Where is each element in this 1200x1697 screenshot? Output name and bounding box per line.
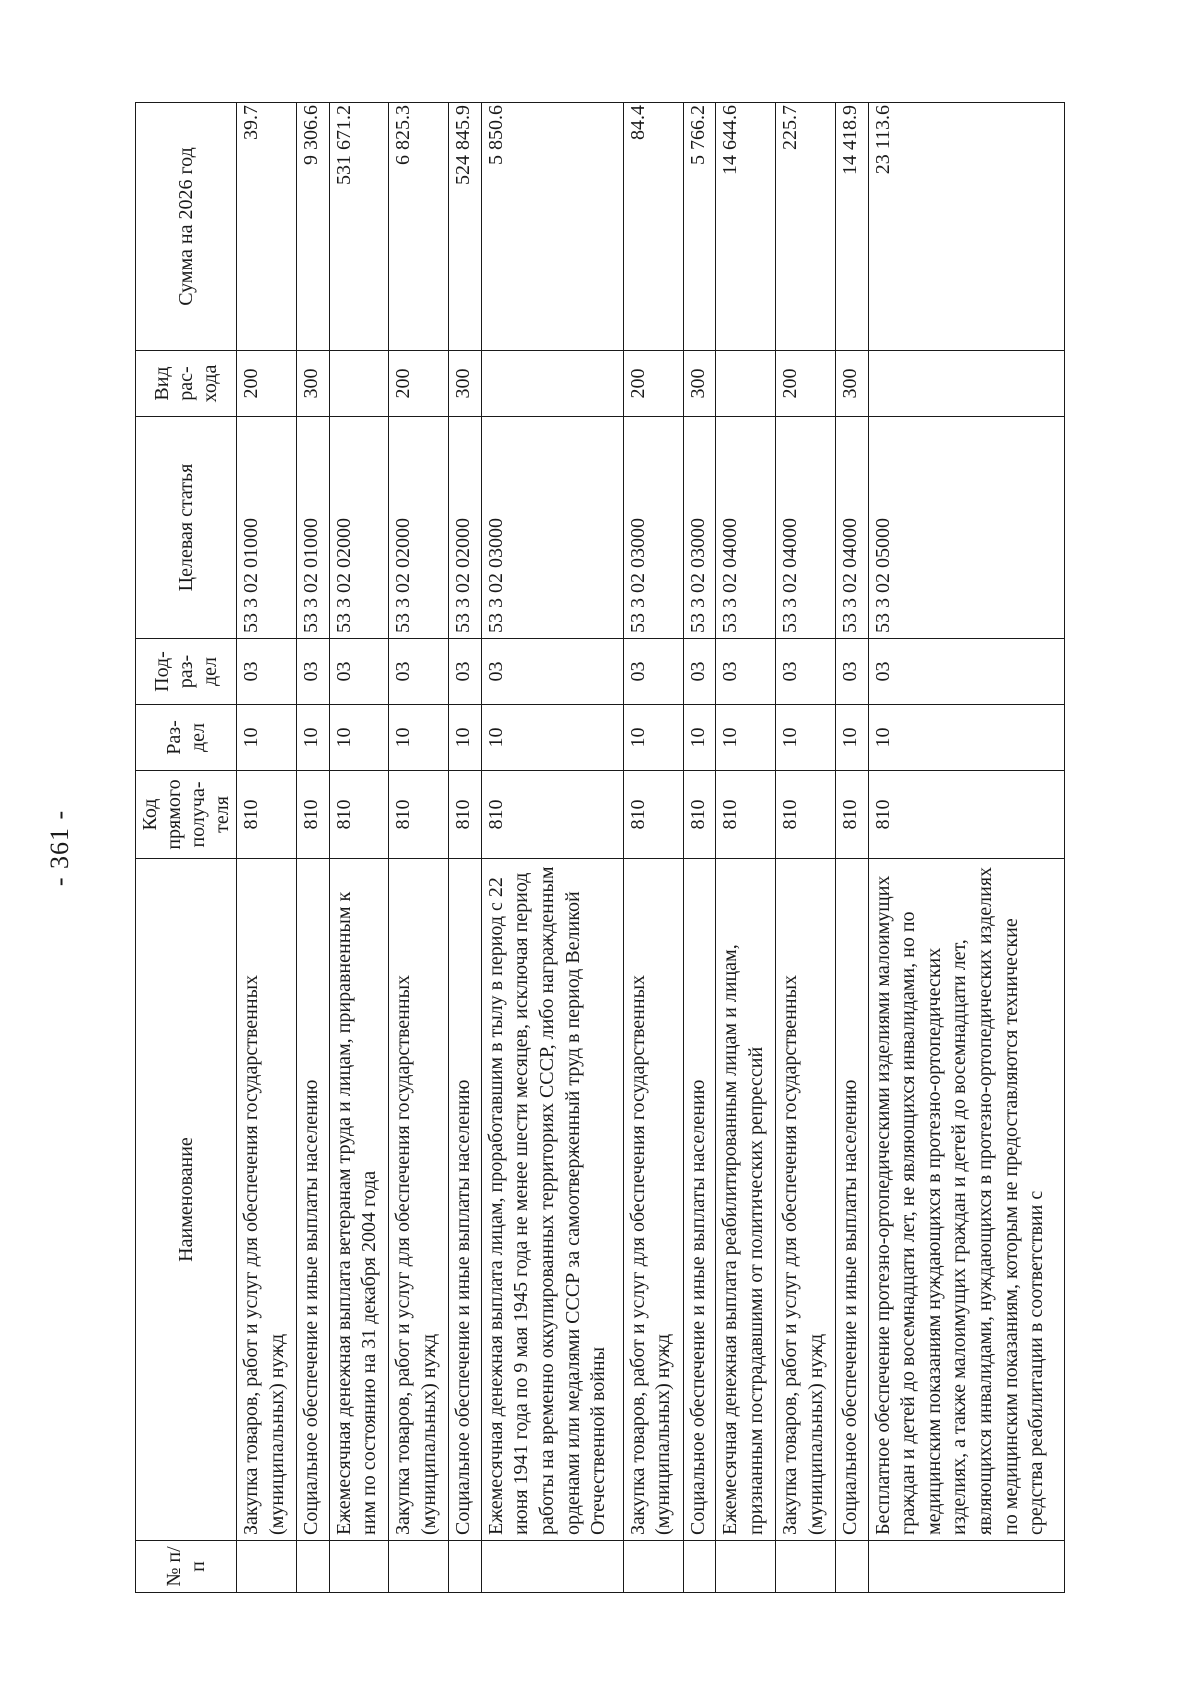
row-section-cell: 10	[296, 705, 329, 771]
row-num-cell	[449, 1541, 482, 1593]
row-recipient-code-cell: 810	[776, 771, 836, 859]
row-section-cell: 10	[683, 705, 716, 771]
header-subsection: Под-раз-дел	[136, 639, 237, 705]
row-num-cell	[623, 1541, 683, 1593]
row-subsection-cell: 03	[716, 639, 776, 705]
row-target-article-cell: 53 3 02 02000	[389, 417, 449, 639]
row-expense-type-cell: 200	[237, 351, 297, 417]
row-expense-type-cell: 200	[389, 351, 449, 417]
header-target-article: Целевая статья	[136, 417, 237, 639]
row-name-cell: Ежемесячная денежная выплата реабилитированным лицам и лицам, признанным пострадавшими от политических репрессий	[716, 859, 776, 1541]
header-recipient-code: Код прямого получа-теля	[136, 771, 237, 859]
row-section-cell: 10	[623, 705, 683, 771]
row-name-cell: Закупка товаров, работ и услуг для обеспечения государственных (муниципальных) нужд	[776, 859, 836, 1541]
table-row	[237, 103, 297, 1593]
row-section-cell: 10	[835, 705, 868, 771]
row-expense-type-cell: 200	[776, 351, 836, 417]
row-name-cell: Закупка товаров, работ и услуг для обеспечения государственных (муниципальных) нужд	[237, 859, 297, 1541]
table-row	[449, 103, 482, 1593]
row-section-cell: 10	[481, 705, 623, 771]
row-target-article-cell: 53 3 02 03000	[481, 417, 623, 639]
row-subsection-cell: 03	[835, 639, 868, 705]
row-name-cell: Социальное обеспечение и иные выплаты населению	[296, 859, 329, 1541]
row-subsection-cell: 03	[449, 639, 482, 705]
row-num-cell	[683, 1541, 716, 1593]
table-row	[716, 103, 776, 1593]
row-expense-type-cell	[868, 351, 1064, 417]
row-target-article-cell: 53 3 02 02000	[329, 417, 389, 639]
header-name: Наименование	[136, 859, 237, 1541]
row-target-article-cell: 53 3 02 02000	[449, 417, 482, 639]
budget-table-wrapper	[135, 103, 1065, 1593]
row-name-cell: Закупка товаров, работ и услуг для обеспечения государственных (муниципальных) нужд	[389, 859, 449, 1541]
row-amount-cell: 6 825.3	[389, 103, 449, 351]
row-recipient-code-cell: 810	[835, 771, 868, 859]
page-number: - 361 -	[45, 809, 74, 887]
row-amount-cell: 9 306.6	[296, 103, 329, 351]
row-subsection-cell: 03	[296, 639, 329, 705]
row-section-cell: 10	[868, 705, 1064, 771]
table-row	[835, 103, 868, 1593]
row-num-cell	[776, 1541, 836, 1593]
row-target-article-cell: 53 3 02 01000	[237, 417, 297, 639]
row-num-cell	[868, 1541, 1064, 1593]
header-amount-2026: Сумма на 2026 год	[136, 103, 237, 351]
row-amount-cell: 225.7	[776, 103, 836, 351]
row-subsection-cell: 03	[683, 639, 716, 705]
row-recipient-code-cell: 810	[868, 771, 1064, 859]
row-section-cell: 10	[237, 705, 297, 771]
row-name-cell: Социальное обеспечение и иные выплаты населению	[835, 859, 868, 1541]
row-recipient-code-cell: 810	[716, 771, 776, 859]
row-expense-type-cell	[716, 351, 776, 417]
row-amount-cell: 524 845.9	[449, 103, 482, 351]
row-num-cell	[237, 1541, 297, 1593]
table-header-row	[136, 103, 237, 1593]
row-recipient-code-cell: 810	[237, 771, 297, 859]
row-amount-cell: 14 644.6	[716, 103, 776, 351]
row-num-cell	[296, 1541, 329, 1593]
table-row	[776, 103, 836, 1593]
row-recipient-code-cell: 810	[296, 771, 329, 859]
row-amount-cell: 531 671.2	[329, 103, 389, 351]
row-subsection-cell: 03	[389, 639, 449, 705]
row-target-article-cell: 53 3 02 05000	[868, 417, 1064, 639]
row-target-article-cell: 53 3 02 04000	[716, 417, 776, 639]
row-amount-cell: 84.4	[623, 103, 683, 351]
table-body	[237, 103, 1065, 1593]
row-subsection-cell: 03	[237, 639, 297, 705]
row-expense-type-cell: 200	[623, 351, 683, 417]
row-expense-type-cell: 300	[449, 351, 482, 417]
budget-table	[135, 102, 1065, 1593]
row-amount-cell: 5 766.2	[683, 103, 716, 351]
row-num-cell	[716, 1541, 776, 1593]
row-section-cell: 10	[329, 705, 389, 771]
row-expense-type-cell	[329, 351, 389, 417]
row-target-article-cell: 53 3 02 03000	[623, 417, 683, 639]
row-amount-cell: 14 418.9	[835, 103, 868, 351]
row-expense-type-cell: 300	[835, 351, 868, 417]
row-name-cell: Закупка товаров, работ и услуг для обеспечения государственных (муниципальных) нужд	[623, 859, 683, 1541]
row-subsection-cell: 03	[329, 639, 389, 705]
row-num-cell	[329, 1541, 389, 1593]
row-name-cell: Ежемесячная денежная выплата лицам, проработавшим в тылу в период с 22 июня 1941 года по 9 мая 1945 года не менее шести месяцев, исключая период работы на временно оккупированных территориях СССР, либо награжденным орденами или медалями СССР за самоотверженный труд в период Великой Отечественной войны	[481, 859, 623, 1541]
row-name-cell: Ежемесячная денежная выплата ветеранам труда и лицам, приравненным к ним по состоянию на 31 декабря 2004 года	[329, 859, 389, 1541]
row-expense-type-cell: 300	[296, 351, 329, 417]
row-section-cell: 10	[389, 705, 449, 771]
row-num-cell	[389, 1541, 449, 1593]
row-section-cell: 10	[449, 705, 482, 771]
row-recipient-code-cell: 810	[481, 771, 623, 859]
row-amount-cell: 39.7	[237, 103, 297, 351]
row-section-cell: 10	[776, 705, 836, 771]
row-num-cell	[481, 1541, 623, 1593]
row-target-article-cell: 53 3 02 04000	[776, 417, 836, 639]
row-subsection-cell: 03	[623, 639, 683, 705]
row-name-cell: Социальное обеспечение и иные выплаты населению	[449, 859, 482, 1541]
table-row	[868, 103, 1064, 1593]
row-section-cell: 10	[716, 705, 776, 771]
header-expense-type: Вид рас-хода	[136, 351, 237, 417]
row-name-cell: Бесплатное обеспечение протезно-ортопедическими изделиями малоимущих граждан и детей до восемнадцати лет, не являющихся инвалидами, но по медицинским показаниям нуждающихся в протезно-ортопедических изделиях, а также малоимущих граждан и детей до восемнадцати лет, являющихся инвалидами, нуждающихся в протезно-ортопедических изделиях по медицинским показаниям, которым не предоставляются технические средства реабилитации в соответствии с	[868, 859, 1064, 1541]
row-name-cell: Социальное обеспечение и иные выплаты населению	[683, 859, 716, 1541]
row-target-article-cell: 53 3 02 03000	[683, 417, 716, 639]
row-amount-cell: 5 850.6	[481, 103, 623, 351]
row-recipient-code-cell: 810	[329, 771, 389, 859]
table-row	[329, 103, 389, 1593]
row-expense-type-cell: 300	[683, 351, 716, 417]
table-row	[683, 103, 716, 1593]
row-num-cell	[835, 1541, 868, 1593]
row-recipient-code-cell: 810	[449, 771, 482, 859]
row-target-article-cell: 53 3 02 01000	[296, 417, 329, 639]
row-recipient-code-cell: 810	[623, 771, 683, 859]
row-recipient-code-cell: 810	[389, 771, 449, 859]
header-section: Раз-дел	[136, 705, 237, 771]
table-row	[623, 103, 683, 1593]
row-subsection-cell: 03	[868, 639, 1064, 705]
table-row	[481, 103, 623, 1593]
header-num: № п/п	[136, 1541, 237, 1593]
table-row	[296, 103, 329, 1593]
row-expense-type-cell	[481, 351, 623, 417]
row-target-article-cell: 53 3 02 04000	[835, 417, 868, 639]
row-subsection-cell: 03	[481, 639, 623, 705]
table-row	[389, 103, 449, 1593]
row-amount-cell: 23 113.6	[868, 103, 1064, 351]
row-recipient-code-cell: 810	[683, 771, 716, 859]
row-subsection-cell: 03	[776, 639, 836, 705]
